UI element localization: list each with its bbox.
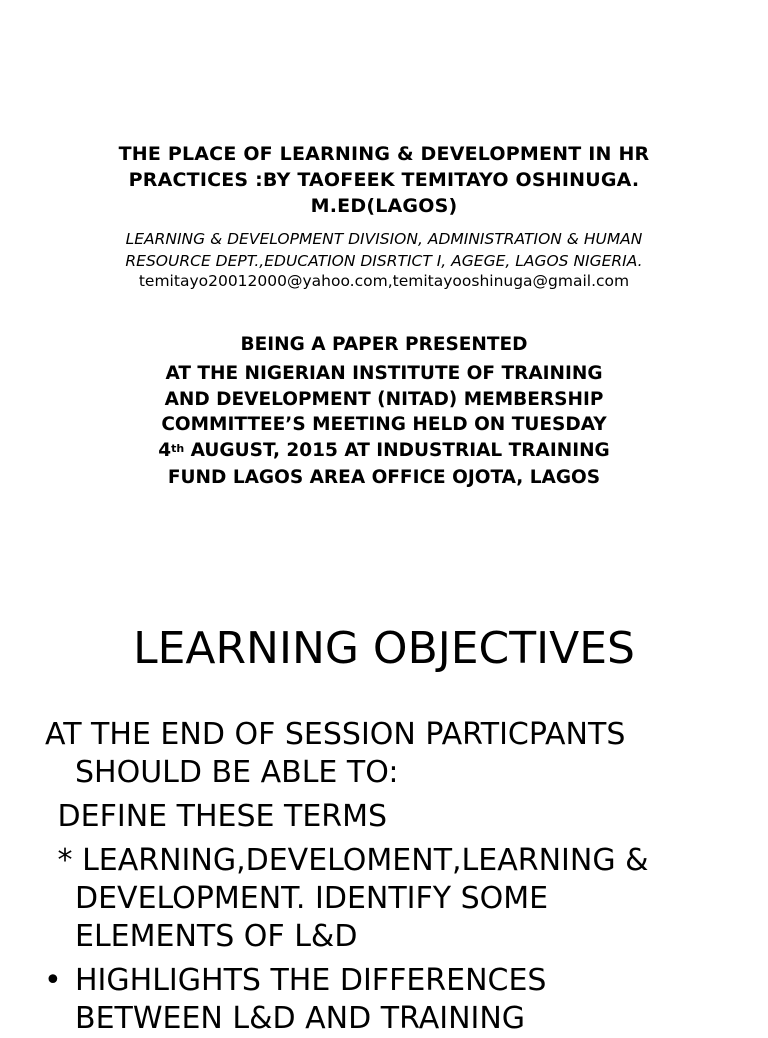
author-affiliation [0,229,768,272]
objective-line: BETWEEN L&D AND TRAINING [75,1001,526,1036]
venue-date-number: 4 [158,439,172,461]
venue-line: AT THE NIGERIAN INSTITUTE OF TRAINING [165,363,603,384]
venue-date-rest: AUGUST, 2015 AT INDUSTRIAL TRAINING [184,439,610,461]
venue-line: FUND LAGOS AREA OFFICE OJOTA, LAGOS [167,467,601,488]
venue-date-line [0,438,768,466]
venue-date-ordinal: th [171,441,185,455]
objective-line: * LEARNING,DEVELOMENT,LEARNING & [48,843,649,878]
paper-title-line: PRACTICES :BY TAOFEEK TEMITAYO OSHINUGA. [128,169,640,191]
paper-title-line: THE PLACE OF LEARNING & DEVELOPMENT IN HR [118,143,650,165]
venue-description [0,361,768,491]
author-email: temitayo20012000@yahoo.com,temitayooshinuga@gmail.com [138,272,630,290]
paper-title-line: M.ED(LAGOS) [310,195,458,217]
affiliation-line: LEARNING & DEVELOPMENT DIVISION, ADMINISTRATION & HUMAN [125,230,643,248]
objectives-title: LEARNING OBJECTIVES [133,623,635,674]
presented-heading: BEING A PAPER PRESENTED [240,334,528,355]
objective-line: DEFINE THESE TERMS [48,799,388,834]
affiliation-line: RESOURCE DEPT.,EDUCATION DISRTICT I, AGEGE, LAGOS NIGERIA. [125,251,643,270]
venue-line: COMMITTEE’S MEETING HELD ON TUESDAY [161,414,607,435]
objective-line: HIGHLIGHTS THE DIFFERENCES [75,963,547,998]
objective-line: SHOULD BE ABLE TO: [75,755,399,790]
paper-title [0,141,768,219]
bullet-icon: • [44,963,62,998]
objective-line: AT THE END OF SESSION PARTICPANTS [45,717,626,752]
venue-line: AND DEVELOPMENT (NITAD) MEMBERSHIP [164,388,604,410]
objective-line: ELEMENTS OF L&D [75,919,358,954]
objective-line: DEVELOPMENT. IDENTIFY SOME [75,881,549,916]
